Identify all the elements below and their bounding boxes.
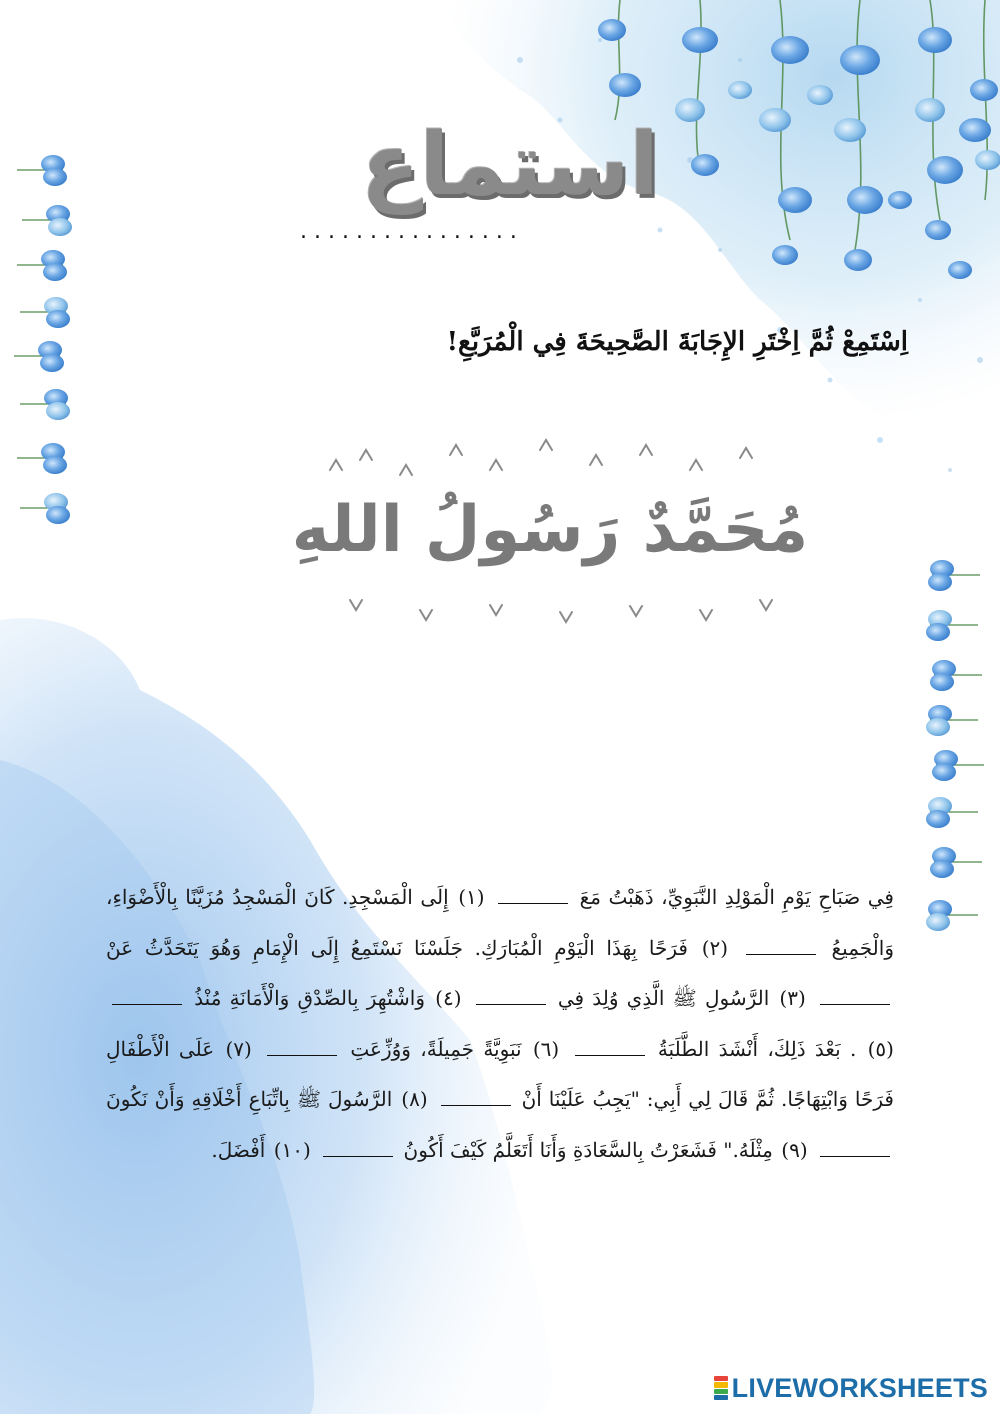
blank-number: (٥)	[858, 1036, 894, 1061]
passage-text: الرَّسُولِ ﷺ الَّذِي وُلِدَ فِي	[549, 986, 770, 1010]
passage-text: إِلَى الْمَسْجِدِ. كَانَ الْمَسْجِدُ مُزَيَّنًا بِالْأَضْوَاءِ، وَالْجَمِيعُ	[106, 885, 894, 960]
calligraphy-text: مُحَمَّدٌ رَسُولُ اللهِ	[291, 493, 809, 567]
logo-icon	[714, 1376, 728, 1400]
listening-passage	[106, 872, 894, 1175]
logo-color-bar	[714, 1389, 728, 1394]
blank-number: (٩)	[774, 1137, 814, 1162]
liveworksheets-logo	[714, 1374, 988, 1402]
passage-text: فَرَحًا بِهَذَا الْيَوْمِ الْمُبَارَكِ. جَلَسْنَا نَسْتَمِعُ إِلَى الْإِمَامِ وَهُوَ يَتَحَدَّثُ عَنْ	[106, 935, 688, 960]
blank-number: (٤)	[427, 986, 470, 1010]
page-title: استماع	[361, 115, 659, 215]
blank-number: (٧)	[216, 1036, 262, 1061]
passage-text: مِثْلَهُ." فَشَعَرْتُ بِالسَّعَادَةِ وَأَنَا أَتَعَلَّمُ كَيْفَ أَكُونُ	[397, 1137, 773, 1162]
passage-text: أَفْضَلَ.	[211, 1137, 266, 1162]
answer-blank[interactable]	[476, 990, 546, 1005]
blank-number: (٨)	[394, 1087, 435, 1111]
answer-blank[interactable]	[820, 990, 890, 1005]
passage-text: عَلَى الْأَطْفَالِ فَرَحًا وَابْتِهَاجًا. ثُمَّ قَالَ لِي أَبِي: "يَجِبُ عَلَيْنَا أَنْ	[106, 1036, 894, 1111]
logo-color-bar	[714, 1376, 728, 1381]
passage-text: الرَّسُولَ ﷺ بِاتِّبَاعِ أَخْلَاقِهِ وَأَنْ نَكُونَ	[106, 1087, 393, 1111]
instruction-text: اِسْتَمِعْ ثُمَّ اِخْتَرِ الإِجَابَةَ الصَّحِيحَةَ فِي الْمُرَبَّعِ!	[446, 327, 908, 357]
blank-number: (٦)	[523, 1036, 569, 1061]
answer-blank[interactable]	[575, 1041, 645, 1056]
logo-color-bar	[714, 1382, 728, 1387]
passage-text: فِي صَبَاحِ يَوْمِ الْمَوْلِدِ النَّبَوِيِّ، ذَهَبْتُ مَعَ	[572, 885, 894, 909]
answer-blank[interactable]	[112, 990, 182, 1005]
logo-text: LIVEWORKSHEETS	[731, 1373, 988, 1403]
logo-color-bar	[714, 1395, 728, 1400]
answer-blank[interactable]	[441, 1091, 511, 1106]
passage-text: وَاشْتُهِرَ بِالصِّدْقِ وَالْأَمَانَةِ مُنْذُ	[186, 986, 425, 1010]
answer-blank[interactable]	[267, 1041, 337, 1056]
answer-blank[interactable]	[498, 889, 568, 904]
title-underline-dots: ................	[300, 222, 524, 242]
calligraphy-image	[290, 430, 810, 630]
blank-number: (٢)	[689, 935, 740, 960]
blank-number: (١)	[450, 885, 493, 909]
passage-text: نَبَوِيَّةً جَمِيلَةً، وَوُزِّعَتِ	[341, 1036, 522, 1061]
answer-blank[interactable]	[746, 940, 816, 955]
blank-number: (٣)	[771, 986, 814, 1010]
blank-number: (١٠)	[267, 1137, 318, 1162]
answer-blank[interactable]	[820, 1142, 890, 1157]
passage-text: . بَعْدَ ذَلِكَ، أَنْشَدَ الطَّلَبَةُ	[648, 1036, 857, 1061]
answer-blank[interactable]	[323, 1142, 393, 1157]
